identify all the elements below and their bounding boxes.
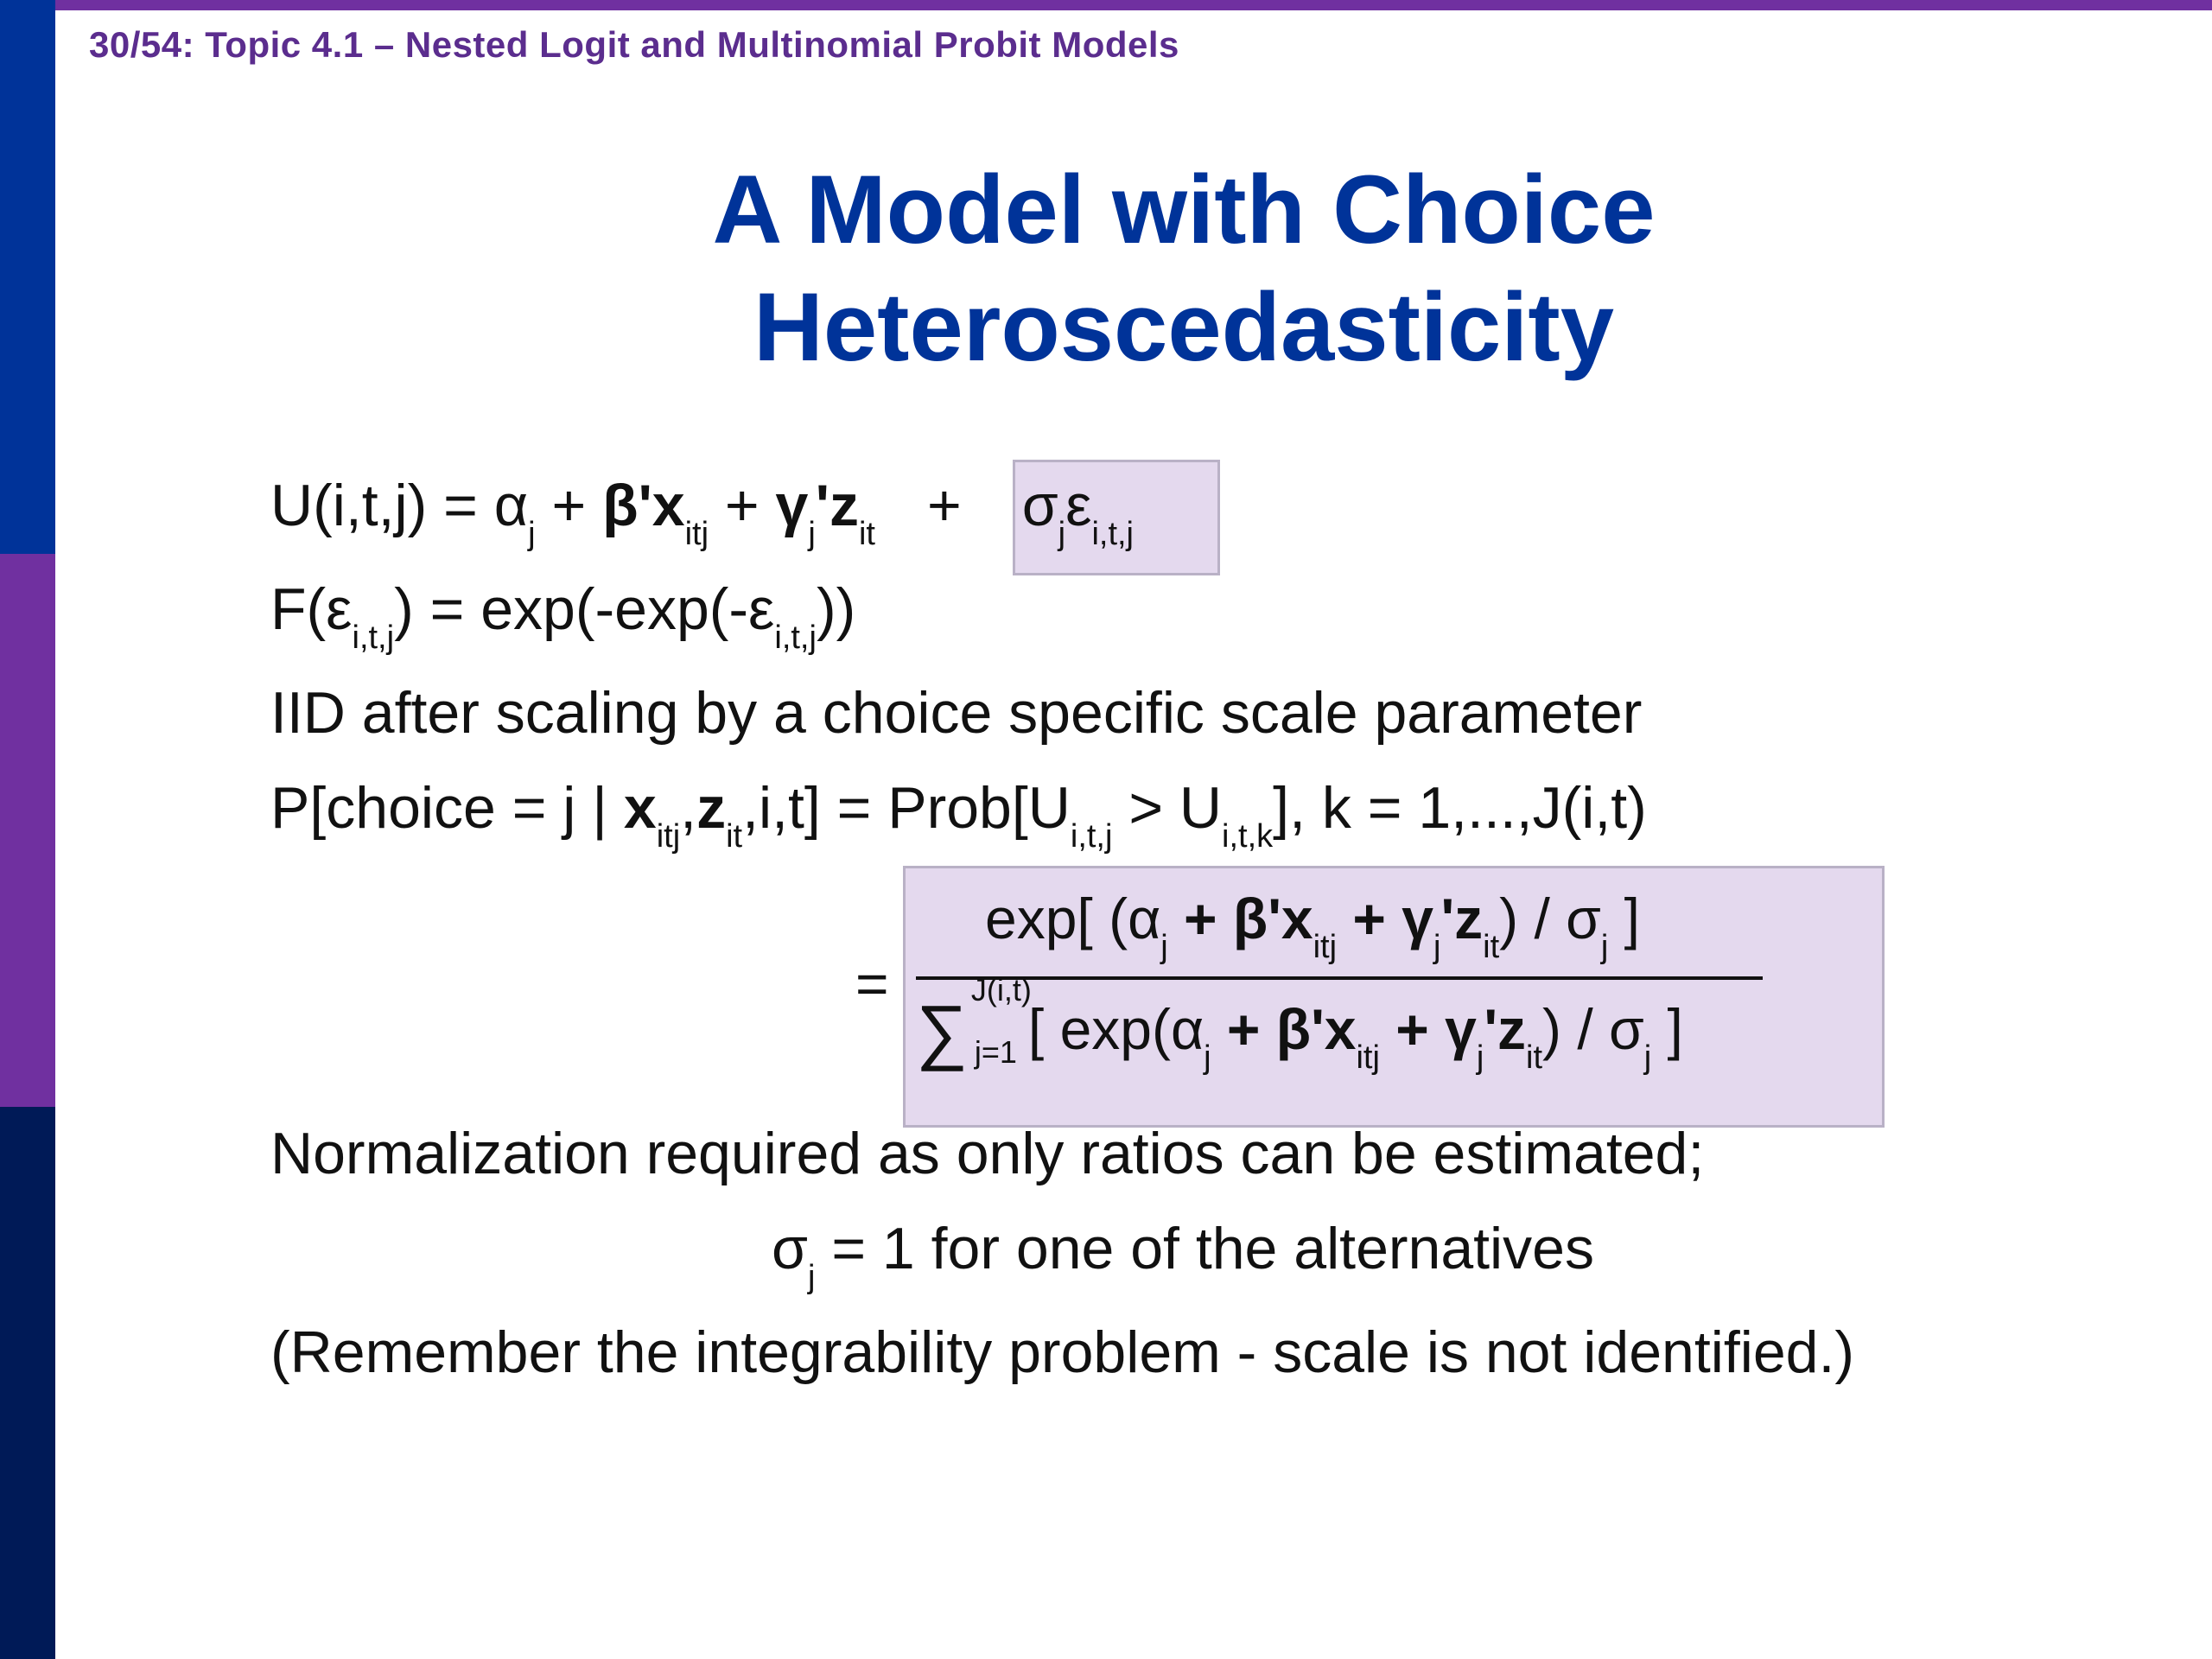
- den-text: ]: [1651, 997, 1683, 1061]
- z: 'z: [815, 473, 859, 538]
- cdf-text: ) = exp(-exp(-ε: [394, 576, 775, 642]
- sub-it: it: [726, 818, 743, 855]
- sub-itj: itj: [684, 516, 709, 552]
- gamma: + γ: [1337, 887, 1433, 950]
- prob-text: P[choice = j |: [270, 775, 624, 841]
- sub-itj: itj: [1313, 929, 1338, 965]
- sub-it: it: [1526, 1039, 1543, 1076]
- sigma: σ: [772, 1216, 808, 1281]
- gamma: + γ: [1379, 997, 1477, 1061]
- sum-upper-limit: J(i,t): [970, 972, 1032, 1007]
- slide-title: [588, 151, 1780, 386]
- sidebar-segment-navy: [0, 1107, 55, 1659]
- slide-header: 30/54: Topic 4.1 – Nested Logit and Multinomial Probit Models: [89, 24, 1179, 65]
- sub-itj: i,t,j: [774, 620, 817, 656]
- prob-text: ], k = 1,...,J(i,t): [1273, 775, 1647, 841]
- summation-icon: ∑: [916, 990, 968, 1071]
- normalization-statement: Normalization required as only ratios can be estimated;: [270, 1121, 1705, 1186]
- sub-j: j: [1600, 929, 1609, 965]
- sub-j: j: [1433, 929, 1441, 965]
- sidebar-segment-blue: [0, 0, 55, 554]
- x: x: [623, 775, 657, 841]
- sidebar-segment-purple: [0, 554, 55, 1107]
- summation-limits: [968, 972, 1032, 1070]
- sub-itk: i,t,k: [1222, 818, 1274, 855]
- fraction-bar: [916, 976, 1763, 980]
- sub-itj: i,t,j: [1070, 818, 1113, 855]
- utility-lhs: U(i,t,j) = α: [270, 473, 529, 538]
- sigma: σ: [1021, 473, 1058, 538]
- sub-j: j: [1476, 1039, 1484, 1076]
- fraction-equals: =: [855, 951, 889, 1015]
- probability-equation: [270, 773, 1647, 871]
- utility-equation: [270, 471, 1134, 569]
- fraction-denominator: [916, 972, 1683, 1077]
- prob-text: ,i,t] = Prob[U: [742, 775, 1071, 841]
- z: 'z: [1440, 887, 1484, 950]
- sub-it: it: [1483, 929, 1500, 965]
- plus: +: [535, 473, 603, 538]
- sub-j: j: [1160, 929, 1168, 965]
- den-text: ) / σ: [1542, 997, 1644, 1061]
- sum-lower-limit: j=1: [974, 1034, 1017, 1070]
- normalization-condition: [772, 1214, 1594, 1312]
- condition-text: = 1 for one of the alternatives: [815, 1216, 1594, 1281]
- sub-it: it: [858, 516, 875, 552]
- cdf-text: F(ε: [270, 576, 353, 642]
- num-text: ]: [1608, 887, 1641, 950]
- sub-j: j: [807, 1259, 816, 1295]
- sub-j: j: [1204, 1039, 1211, 1076]
- z: z: [696, 775, 727, 841]
- top-accent-bar: [0, 0, 2212, 10]
- iid-statement: IID after scaling by a choice specific scale parameter: [270, 680, 1643, 746]
- num-text: ) / σ: [1499, 887, 1601, 950]
- sub-j: j: [528, 516, 536, 552]
- cdf-text: )): [816, 576, 856, 642]
- prob-text: ,: [680, 775, 697, 841]
- num-text: exp[ (α: [985, 887, 1161, 950]
- sub-itj: i,t,j: [352, 620, 395, 656]
- title-line-1: A Model with Choice: [712, 156, 1656, 264]
- den-text: [ exp(α: [1027, 997, 1205, 1061]
- beta-x: + β'x: [1211, 997, 1357, 1061]
- beta-x: β'x: [602, 473, 685, 538]
- cdf-equation: [270, 575, 855, 672]
- fraction-numerator: [985, 886, 1640, 966]
- gamma: γ: [775, 473, 809, 538]
- sub-j: j: [1643, 1039, 1652, 1076]
- title-line-2: Heteroscedasticity: [753, 273, 1615, 381]
- z: 'z: [1484, 997, 1527, 1061]
- sub-itj: i,t,j: [1091, 516, 1134, 552]
- plus: +: [709, 473, 776, 538]
- integrability-note: (Remember the integrability problem - scale is not identified.): [270, 1319, 1855, 1385]
- sub-itj: itj: [656, 818, 681, 855]
- sub-j: j: [1058, 516, 1066, 552]
- sub-j: j: [808, 516, 816, 552]
- epsilon: ε: [1065, 473, 1092, 538]
- plus: +: [926, 473, 962, 538]
- beta-x: + β'x: [1167, 887, 1313, 950]
- prob-text: > U: [1112, 775, 1223, 841]
- sub-itj: itj: [1356, 1039, 1380, 1076]
